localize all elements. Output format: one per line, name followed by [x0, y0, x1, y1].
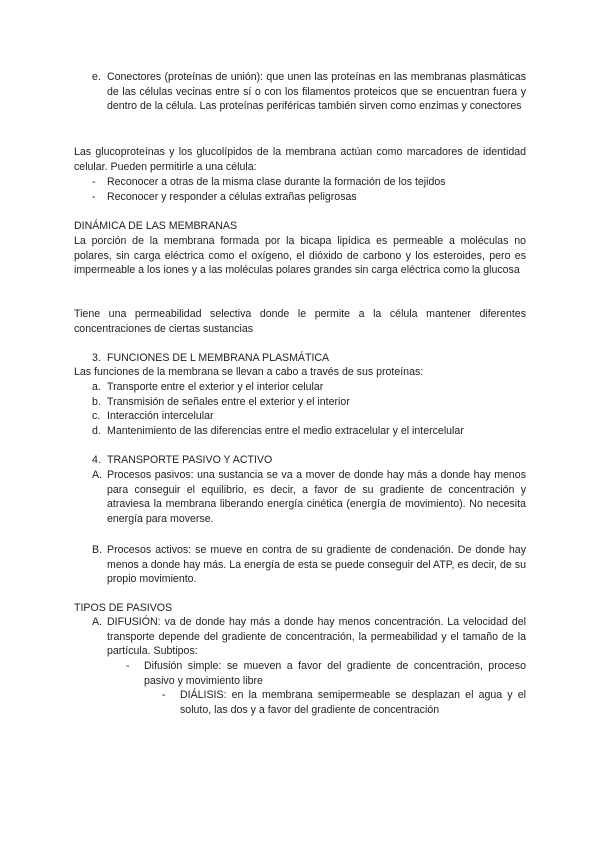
- list-item-text: Procesos activos: se mueve en contra de su gradiente de condenación. De donde hay menos a donde hay más. La energía de esta se puede conseguir del ATP, es decir, de su propio movimiento.: [107, 544, 526, 586]
- glyco-bullet-list: [92, 175, 526, 204]
- transporte-item-b: [92, 543, 526, 587]
- list-marker: A.: [92, 469, 103, 481]
- list-item: [92, 409, 526, 424]
- transporte-heading-row: [92, 453, 526, 468]
- list-marker: a.: [92, 381, 101, 393]
- list-item: [92, 424, 526, 439]
- funciones-heading: FUNCIONES DE L MEMBRANA PLASMÁTICA: [107, 352, 330, 364]
- list-marker: A.: [92, 616, 103, 628]
- dinamica-paragraph-1: La porción de la membrana formada por la bicapa lipídica es permeable a moléculas no polares, sin carga eléctrica como el oxígeno, el dióxido de carbono y los esteroides, pero es impermeable a los iones y a las moléculas polares grandes sin carga eléctrica como la glucosa: [74, 235, 526, 277]
- list-marker: b.: [92, 395, 101, 408]
- bullet-text: Reconocer y responder a células extrañas peligrosas: [107, 190, 357, 203]
- bullet-marker: -: [126, 660, 130, 672]
- list-item-text: DIFUSIÓN: va de donde hay más a donde hay menos concentración. La velocidad del transporte depende del gradiente de concentración, la permeabilidad y el tamaño de la partícula. Subtipos:: [107, 616, 526, 658]
- tipos-item-a: [92, 615, 526, 659]
- list-marker: c.: [92, 410, 101, 423]
- tipos-heading: TIPOS DE PASIVOS: [74, 602, 173, 614]
- list-item-text: Mantenimiento de las diferencias entre el medio extracelular y el intercelular: [107, 424, 464, 437]
- funciones-heading-row: [92, 351, 526, 366]
- subtype-item: [162, 688, 526, 717]
- subtype-text: DIÁLISIS: en la membrana semipermeable se desplazan el agua y el soluto, las dos y a favor del gradiente de concentración: [180, 689, 526, 716]
- bullet-marker: -: [162, 689, 166, 701]
- bullet-text: Reconocer a otras de la misma clase durante la formación de los tejidos: [107, 176, 446, 188]
- bullet-item: [92, 175, 526, 190]
- dinamica-paragraph-2: Tiene una permeabilidad selectiva donde le permite a la célula mantener diferentes concentraciones de ciertas sustancias: [74, 308, 526, 335]
- list-item: [92, 395, 526, 410]
- bullet-marker: -: [92, 190, 96, 203]
- list-marker: e.: [92, 71, 101, 83]
- list-item-text: Transporte entre el exterior y el interior celular: [107, 381, 324, 393]
- funciones-list: [92, 380, 526, 438]
- bullet-item: [92, 190, 526, 205]
- bullet-marker: -: [92, 176, 96, 188]
- funciones-intro: Las funciones de la membrana se llevan a cabo a través de sus proteínas:: [74, 366, 424, 378]
- list-item-text: Interacción intercelular: [107, 410, 214, 423]
- list-item-text: Procesos pasivos: una sustancia se va a mover de donde hay más a donde hay menos para conseguir el equilibrio, es decir, a favor de su gradiente de concentración y atraviesa la membrana liberando energía cinética (energía de movimiento). No necesita energía para moverse.: [107, 469, 526, 525]
- subtype-item: [126, 659, 526, 688]
- list-item: [92, 380, 526, 395]
- list-item-e: [92, 70, 526, 114]
- list-marker: d.: [92, 424, 101, 437]
- list-item-text: Conectores (proteínas de unión): que unen las proteínas en las membranas plasmáticas de las células vecinas entre sí o con los filamentos proteicos que se encuentran fuera y dentro de la célula. Las proteínas periféricas también sirven como enzimas y conectores: [107, 71, 526, 113]
- section-number: 3.: [92, 352, 101, 364]
- transporte-item-a: [92, 468, 526, 526]
- section-number: 4.: [92, 454, 101, 466]
- list-item-text: Transmisión de señales entre el exterior y el interior: [107, 395, 350, 408]
- list-marker: B.: [92, 544, 103, 556]
- subtype-text: Difusión simple: se mueven a favor del gradiente de concentración, proceso pasivo y movimiento libre: [144, 660, 526, 687]
- dinamica-heading: DINÁMICA DE LAS MEMBRANAS: [74, 220, 238, 232]
- transporte-heading: TRANSPORTE PASIVO Y ACTIVO: [107, 454, 273, 466]
- glyco-paragraph: Las glucoproteínas y los glucolípidos de la membrana actúan como marcadores de identidad celular. Pueden permitirle a una célula:: [74, 146, 526, 173]
